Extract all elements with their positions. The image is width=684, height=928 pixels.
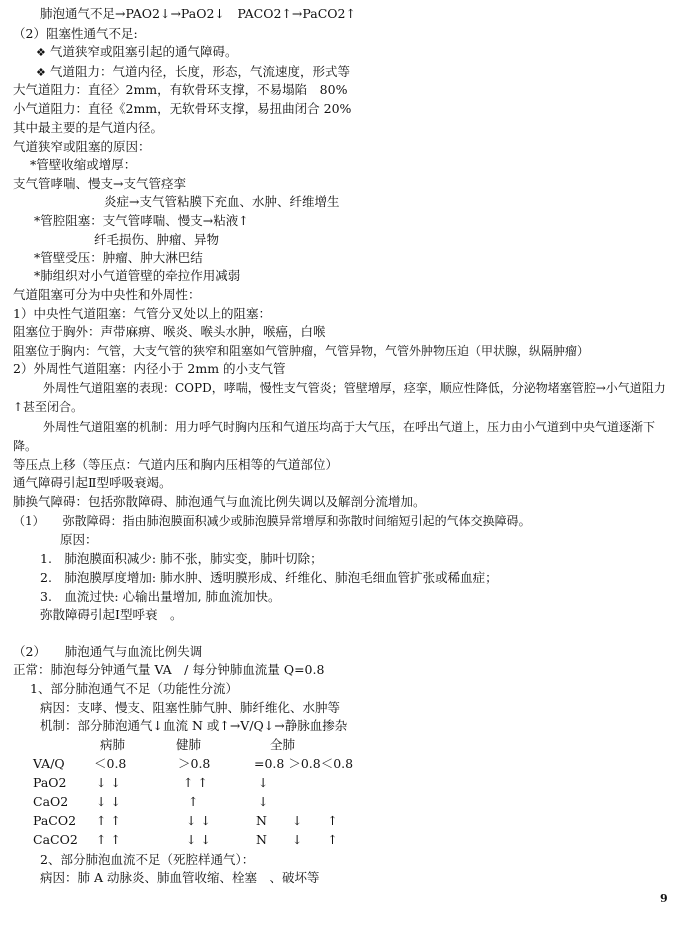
- section-heading: （2）阻塞性通气不足:: [13, 26, 138, 41]
- numbered-item: 3. 血流过快: 心输出量增加, 肺血流加快。: [40, 589, 281, 604]
- table-header: 全肺: [270, 737, 296, 752]
- table-cell: ↑ ↑: [183, 775, 208, 790]
- text-line: 病因：支哮、慢支、阻塞性肺气肿、肺纤维化、水肿等: [40, 700, 341, 715]
- table-cell: N ↓ ↑: [256, 832, 338, 847]
- table-cell: =0.8 ＞0.8＜0.8: [254, 756, 354, 771]
- text-line: *管壁受压：肿瘤、肿大淋巴结: [34, 250, 203, 265]
- table-row-label: PaCO2: [33, 813, 77, 828]
- table-cell: ↓ ↓: [186, 832, 211, 847]
- numbered-item: 2. 肺泡膜厚度增加: 肺水肿、透明膜形成、纤维化、肺泡毛细血管扩张或稀血症；: [40, 570, 498, 585]
- diamond-bullet-icon: ❖: [36, 46, 46, 59]
- table-cell: ＞0.8: [178, 756, 211, 771]
- text-line: 气道阻塞可分为中央性和外周性：: [13, 287, 201, 302]
- text-line: 小气道阻力：直径《2mm，无软骨环支撑，易扭曲闭合 20%: [13, 101, 352, 116]
- table-cell: ↓: [258, 794, 269, 809]
- text-line: 等压点上移（等压点：气道内压和胸内压相等的气道部位）: [13, 457, 339, 472]
- table-cell: ↓ ↓: [186, 813, 211, 828]
- text-line: 支气管哮喘、慢支→支气管痉挛: [13, 176, 186, 191]
- text-line: 2、部分肺泡血流不足（死腔样通气）：: [40, 852, 255, 867]
- text-line: 1）中央性气道阻塞：气管分叉处以上的阻塞：: [13, 306, 271, 321]
- bullet-text: 气道阻力：气道内径，长度，形态，气流速度，形式等: [50, 64, 351, 79]
- text-line: 2）外周性气道阻塞：内径小于 2mm 的小支气管: [13, 361, 286, 376]
- bullet-text: 气道狭窄或阻塞引起的通气障碍。: [50, 44, 238, 59]
- page-number: 9: [660, 892, 668, 905]
- diamond-bullet-icon: ❖: [36, 66, 46, 79]
- table-cell: N ↓ ↑: [256, 813, 338, 828]
- text-line: 纤毛损伤、肿瘤、异物: [94, 232, 220, 247]
- bullet-item: [36, 64, 350, 81]
- table-cell: ↓ ↓: [96, 794, 121, 809]
- text-line: 肺泡通气不足→PAO2↓→PaO2↓ PACO2↑→PaCO2↑: [40, 6, 356, 21]
- text-line: 弥散障碍引起Ⅰ型呼衰 。: [40, 607, 183, 622]
- paragraph: 外周性气道阻塞的机制：用力呼气时胸内压和气道压均高于大气压，在呼出气道上，压力由小气道到中央气道逐渐下降。: [13, 420, 656, 453]
- text-line: 阻塞位于胸内：气管，大支气管的狭窄和阻塞如气管肿瘤，气管异物，气管外肿物压迫（甲状腺，纵隔肿瘤）: [13, 344, 590, 358]
- text-line: 病因：肺 A 动脉炎、肺血管收缩、栓塞 、破坏等: [40, 870, 320, 885]
- section-heading: （2） 肺泡通气与血流比例失调: [13, 644, 203, 659]
- paragraph: 外周性气道阻塞的表现：COPD，哮喘，慢性支气管炎；管壁增厚，痉挛，顺应性降低，分泌物堵塞管腔→小气道阻力↑甚至闭合。: [13, 381, 666, 414]
- table-row-label: PaO2: [33, 775, 67, 790]
- text-line: 机制：部分肺泡通气↓血流 N 或↑→V/Q↓→静脉血掺杂: [40, 718, 348, 733]
- text-line: 肺换气障碍：包括弥散障碍、肺泡通气与血流比例失调以及解剖分流增加。: [13, 494, 426, 509]
- text-line: 炎症→支气管粘膜下充血、水肿、纤维增生: [104, 194, 340, 209]
- text-line: （1） 弥散障碍：指由肺泡膜面积减少或肺泡膜异常增厚和弥散时间缩短引起的气体交换障碍。: [13, 514, 531, 528]
- table-row-label: CaCO2: [33, 832, 78, 847]
- text-line: *肺组织对小气道管壁的牵拉作用减弱: [34, 268, 241, 283]
- text-line: 其中最主要的是气道内径。: [13, 120, 164, 135]
- numbered-item: 1. 肺泡膜面积减少: 肺不张，肺实变，肺叶切除；: [40, 551, 323, 566]
- table-header: 病肺: [100, 737, 126, 752]
- bullet-item: [36, 44, 238, 61]
- table-header: 健肺: [176, 737, 202, 752]
- table-cell: ↑ ↑: [96, 813, 121, 828]
- text-line: *管壁收缩或增厚：: [30, 157, 137, 172]
- table-cell: ↓: [258, 775, 269, 790]
- table-cell: ↑ ↑: [96, 832, 121, 847]
- text-line: 大气道阻力：直径〉2mm，有软骨环支撑，不易塌陷 80%: [13, 82, 348, 97]
- table-cell: ↑: [188, 794, 199, 809]
- text-line: 1、部分肺泡通气不足（功能性分流）: [30, 681, 238, 696]
- text-line: 原因：: [60, 532, 98, 547]
- table-row-label: VA/Q: [33, 756, 65, 771]
- text-line: 气道狭窄或阻塞的原因：: [13, 139, 151, 154]
- table-row-label: CaO2: [33, 794, 69, 809]
- text-line: 通气障碍引起Ⅱ型呼吸衰竭。: [13, 475, 172, 490]
- table-cell: ＜0.8: [94, 756, 127, 771]
- text-line: 阻塞位于胸外：声带麻痹、喉炎、喉头水肿，喉癌，白喉: [13, 324, 326, 339]
- text-line: 正常：肺泡每分钟通气量 VA / 每分钟肺血流量 Q=0.8: [13, 662, 325, 677]
- text-line: *管腔阻塞：支气管哮喘、慢支→粘液↑: [34, 213, 249, 228]
- table-cell: ↓ ↓: [96, 775, 121, 790]
